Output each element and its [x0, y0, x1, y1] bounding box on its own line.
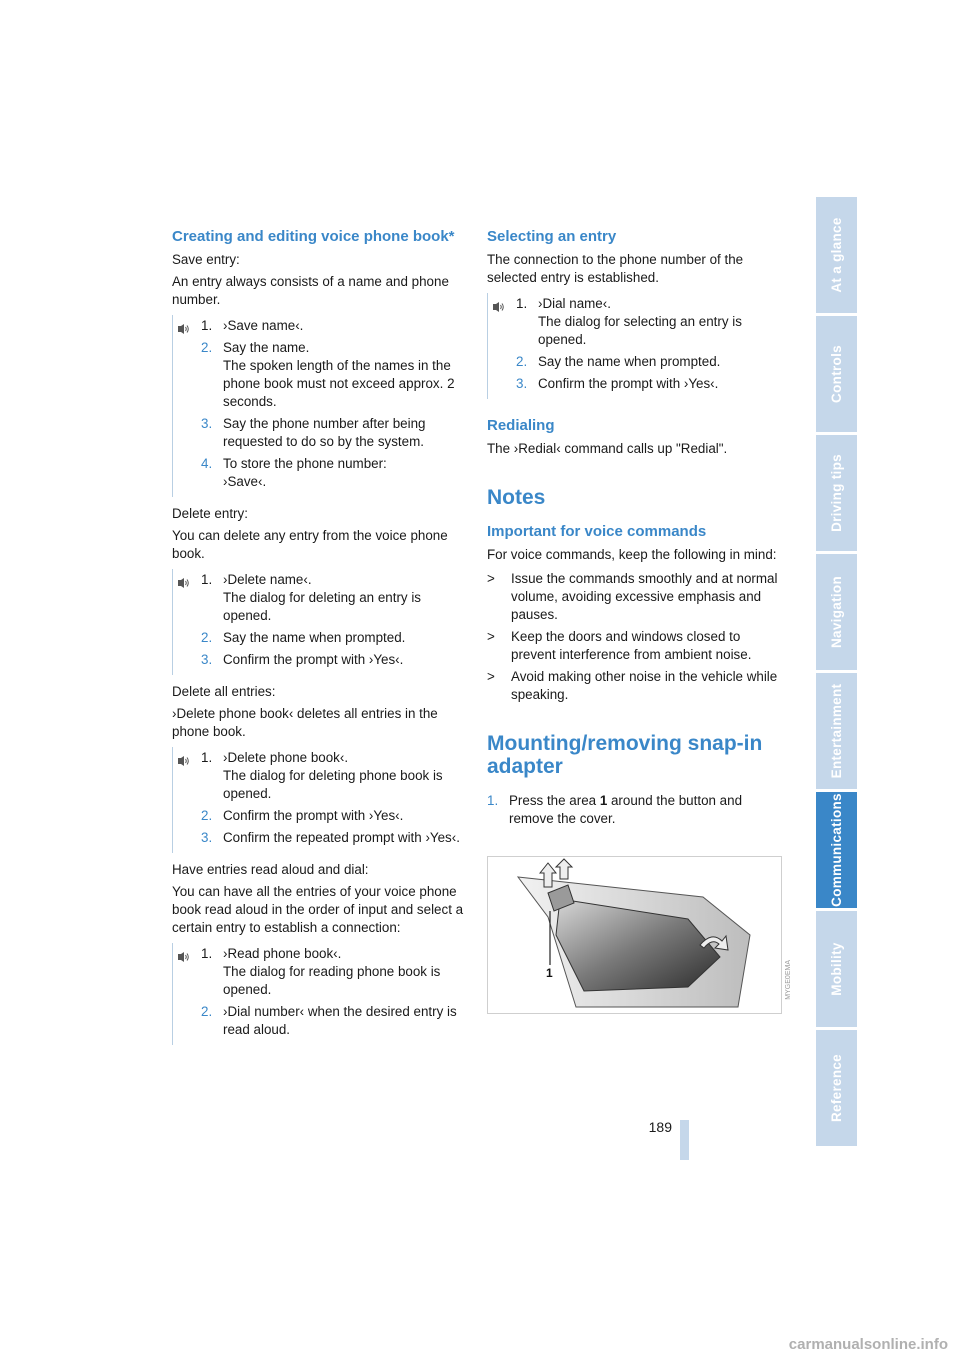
step-item	[201, 1003, 464, 1039]
section-heading-voice-phone-book: Creating and editing voice phone book*	[172, 228, 455, 245]
chapter-tab-navigation[interactable]	[816, 554, 857, 673]
step-number: 2.	[201, 1004, 213, 1019]
step-number: 1.	[201, 318, 213, 333]
step-text: Confirm the prompt with ›Yes‹.	[223, 808, 404, 823]
step-text: ›Delete phone book‹. The dialog for deleting phone book is opened.	[223, 750, 443, 801]
bullet-marker: >	[487, 669, 495, 684]
chapter-tab-entertainment[interactable]	[816, 673, 857, 792]
delete-all-steps	[172, 747, 464, 853]
mount-step-text-a: Press the area	[509, 793, 600, 808]
chapter-tab-communications[interactable]	[816, 792, 857, 911]
step-item	[516, 295, 782, 349]
watermark-text: carmanualsonline.info	[788, 1336, 948, 1353]
section-heading-mounting: Mounting/removing snap-in adapter	[487, 732, 763, 778]
step-number: 1.	[201, 750, 213, 765]
step-text: To store the phone number: ›Save‹.	[223, 456, 387, 489]
read-intro: Have entries read aloud and dial:	[172, 862, 369, 877]
save-steps	[172, 315, 464, 497]
bullet-marker: >	[487, 629, 495, 644]
step-number: 3.	[516, 376, 528, 391]
figure-code: MYGE0EMA	[785, 960, 792, 1000]
step-number: 1.	[487, 793, 499, 808]
step-item	[201, 629, 464, 647]
chapter-tab-label: Navigation	[828, 575, 844, 649]
step-text: Confirm the prompt with ›Yes‹.	[223, 652, 404, 667]
figure-callout-label: 1	[546, 966, 553, 980]
delete-intro: Delete entry:	[172, 506, 248, 521]
voice-command-icon	[175, 577, 189, 589]
step-item	[201, 415, 464, 451]
chapter-tab-mobility[interactable]	[816, 911, 857, 1030]
step-number: 1.	[516, 296, 528, 311]
left-column	[172, 228, 464, 1053]
step-text: ›Dial number‹ when the desired entry is read aloud.	[223, 1004, 457, 1037]
voice-command-icon	[175, 323, 189, 335]
bullet-marker: >	[487, 571, 495, 586]
bullet-text: Keep the doors and windows closed to prevent interference from ambient noise.	[511, 629, 752, 662]
important-desc: For voice commands, keep the following in mind:	[487, 547, 777, 562]
step-number: 2.	[201, 340, 213, 355]
step-item	[516, 375, 782, 393]
step-item	[201, 749, 464, 803]
step-text: ›Read phone book‹. The dialog for reading phone book is opened.	[223, 946, 441, 997]
bullet-text: Avoid making other noise in the vehicle while speaking.	[511, 669, 778, 702]
voice-command-icon	[490, 301, 504, 313]
delete-all-desc: ›Delete phone book‹ deletes all entries in the phone book.	[172, 706, 438, 739]
step-item	[201, 571, 464, 625]
step-text: Say the name. The spoken length of the names in the phone book must not exceed approx. 2 seconds.	[223, 340, 455, 409]
chapter-tab-at-a-glance[interactable]	[816, 197, 857, 316]
step-text: Say the name when prompted.	[538, 354, 721, 369]
step-item	[516, 353, 782, 371]
step-item	[201, 317, 464, 335]
step-text: Say the phone number after being requested to do so by the system.	[223, 416, 426, 449]
step-text: ›Save name‹.	[223, 318, 304, 333]
voice-command-icon	[175, 755, 189, 767]
chapter-tab-label: Communications	[828, 793, 844, 907]
section-heading-important: Important for voice commands	[487, 523, 707, 540]
bullet-text: Issue the commands smoothly and at normal volume, avoiding excessive emphasis and pauses.	[511, 571, 778, 622]
step-text: ›Dial name‹. The dialog for selecting an entry is opened.	[538, 296, 742, 347]
snap-in-adapter-illustration	[488, 857, 781, 1013]
chapter-tab-label: Entertainment	[828, 683, 844, 779]
step-item	[201, 807, 464, 825]
section-heading-selecting-entry: Selecting an entry	[487, 228, 617, 245]
step-number: 2.	[516, 354, 528, 369]
step-item	[201, 829, 464, 847]
chapter-tab-label: Mobility	[828, 942, 844, 996]
chapter-tab-label: At a glance	[828, 217, 844, 293]
page-number: 189	[648, 1119, 672, 1135]
step-item	[201, 651, 464, 669]
right-column	[487, 228, 782, 832]
redial-desc: The ›Redial‹ command calls up "Redial".	[487, 441, 728, 456]
chapter-tab-label: Reference	[828, 1054, 844, 1122]
step-number: 2.	[201, 630, 213, 645]
page-number-bar	[680, 1120, 689, 1160]
snap-in-adapter-figure	[487, 856, 782, 1014]
chapter-tab-label: Driving tips	[828, 454, 844, 532]
bullet-item	[487, 668, 782, 704]
step-item	[201, 455, 464, 491]
watermark	[0, 1336, 960, 1354]
chapter-tab-reference[interactable]	[816, 1030, 857, 1149]
chapter-tab-label: Controls	[828, 345, 844, 403]
step-number: 2.	[201, 808, 213, 823]
chapter-tabs	[816, 197, 857, 1149]
save-intro: Save entry:	[172, 252, 240, 267]
bullet-item	[487, 570, 782, 624]
delete-desc: You can delete any entry from the voice phone book.	[172, 528, 448, 561]
step-text: Confirm the prompt with ›Yes‹.	[538, 376, 719, 391]
bullet-item	[487, 628, 782, 664]
delete-steps	[172, 569, 464, 675]
mount-step	[487, 792, 782, 828]
mount-step-text-c: around the button and remove the cover.	[509, 793, 743, 826]
step-number: 3.	[201, 416, 213, 431]
chapter-tab-driving-tips[interactable]	[816, 435, 857, 554]
chapter-tab-controls[interactable]	[816, 316, 857, 435]
section-heading-notes: Notes	[487, 486, 546, 509]
save-desc: An entry always consists of a name and phone number.	[172, 274, 449, 307]
step-number: 1.	[201, 572, 213, 587]
step-number: 1.	[201, 946, 213, 961]
step-item	[201, 945, 464, 999]
section-heading-redialing: Redialing	[487, 417, 555, 434]
select-steps	[487, 293, 782, 399]
step-text: Say the name when prompted.	[223, 630, 406, 645]
select-desc: The connection to the phone number of the selected entry is established.	[487, 252, 744, 285]
step-number: 3.	[201, 652, 213, 667]
read-steps	[172, 943, 464, 1045]
step-text: Confirm the repeated prompt with ›Yes‹.	[223, 830, 460, 845]
read-desc: You can have all the entries of your voice phone book read aloud in the order of input and select a certain entry to establish a connection:	[172, 884, 464, 935]
step-number: 4.	[201, 456, 213, 471]
delete-all-intro: Delete all entries:	[172, 684, 276, 699]
mount-step-area: 1	[599, 793, 608, 808]
voice-command-icon	[175, 951, 189, 963]
step-number: 3.	[201, 830, 213, 845]
press-arrow-icon-2	[556, 859, 572, 879]
step-item	[201, 339, 464, 411]
bullet-list	[487, 570, 782, 704]
step-text: ›Delete name‹. The dialog for deleting an entry is opened.	[223, 572, 422, 623]
